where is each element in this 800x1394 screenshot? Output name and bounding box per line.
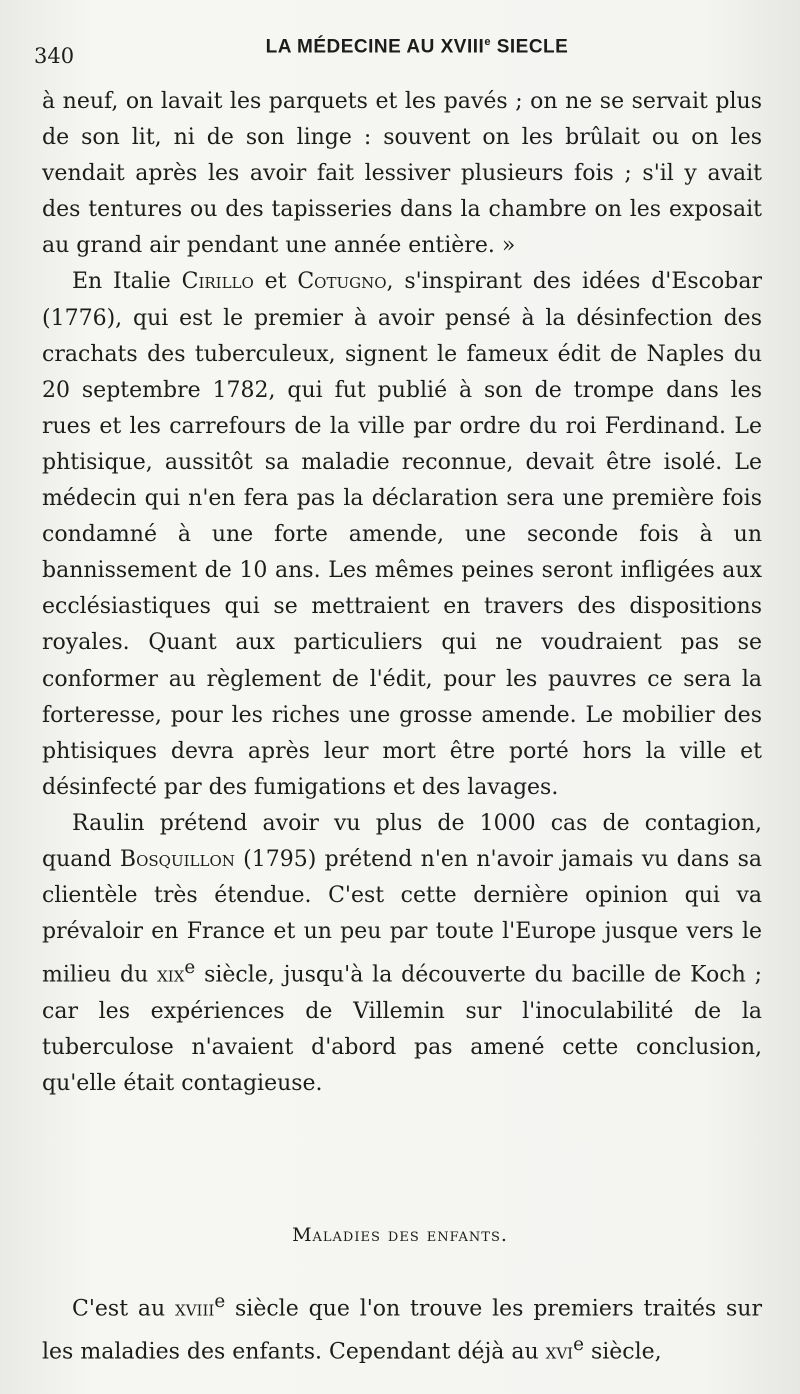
century-superscript: e	[573, 1334, 584, 1356]
text-span: , s'inspirant des idées d'Escobar (1776), qui est le premier à avoir pensé à la désinfection des crachats des tuberculeux, signent le fameux édit de Naples du 20 septembre 1782, qui fut publié à son de trompe dans les rues et les carrefours de la ville par ordre du roi Ferdinand. Le phtisique, aussitôt sa maladie reconnue, devait être isolé. Le médecin qui n'en fera pas la déclaration sera une première fois condamné à une forte amende, une seconde fois à un bannissement de 10 ans. Les mêmes peines seront infligées aux ecclésiastiques qui se mettraient en travers des dispositions royales. Quant aux particuliers qui ne voudraient pas se conformer au règlement de l'édit, pour les pauvres ce sera la forteresse, pour les riches une grosse amende. Le mobilier des phtisiques devra après leur mort être porté hors la ville et désinfecté par des fumigations et des lavages.	[42, 269, 762, 800]
century-numeral: xvi	[545, 1339, 574, 1365]
text-span: siècle,	[583, 1339, 662, 1365]
paragraph-children-diseases	[42, 1284, 762, 1371]
paragraph-raulin	[42, 806, 762, 1102]
text-span: siècle que l'on trouve les premiers traités sur les maladies des enfants. Cependant déjà au	[42, 1296, 762, 1365]
page-number: 340	[34, 44, 75, 68]
paragraph-italy-edict	[42, 264, 762, 805]
author-cirillo: Cirillo	[181, 269, 254, 295]
century-numeral: xix	[157, 962, 185, 988]
running-title	[34, 36, 760, 58]
section-body	[42, 1284, 762, 1371]
paragraph-continuation: à neuf, on lavait les parquets et les pavés ; on ne se servait plus de son lit, ni de son linge : souvent on les brûlait ou on les vendait après les avoir fait lessiver plusieurs fois ; s'il y avait des tentures ou des tapisseries dans la chambre on les exposait au grand air pendant une année entière. »	[42, 89, 762, 259]
body-text	[42, 84, 762, 1102]
text-span: et	[253, 269, 298, 295]
author-cotugno: Cotugno	[297, 269, 387, 295]
century-numeral: xviii	[175, 1296, 215, 1322]
author-bosquillon: Bosquillon	[119, 846, 235, 872]
running-title-end: SIECLE	[490, 36, 569, 58]
section-heading: Maladies des enfants.	[292, 1224, 508, 1246]
text-span: En Italie	[72, 269, 182, 295]
text-span: Raulin prétend avoir vu plus de 1000 cas de contagion, quand	[42, 810, 762, 872]
text-span: C'est au	[72, 1296, 176, 1322]
running-title-text: LA MÉDECINE AU XVIII	[265, 36, 485, 58]
century-superscript: e	[214, 1291, 226, 1312]
text-span: siècle, jusqu'à la découverte du bacille de Koch ; car les expériences de Villemin sur l'inoculabilité de la tuberculose n'avaient d'abord pas amené cette conclusion, qu'elle était contagieuse.	[42, 962, 762, 1096]
running-title-superscript: e	[484, 36, 491, 48]
running-head	[34, 34, 760, 66]
text-span: (1795) prétend n'en n'avoir jamais vu dans sa clientèle très étendue. C'est cette dernière opinion qui va prévaloir en France et un peu par toute l'Europe jusque vers le milieu du	[42, 846, 762, 988]
century-superscript: e	[184, 957, 196, 979]
